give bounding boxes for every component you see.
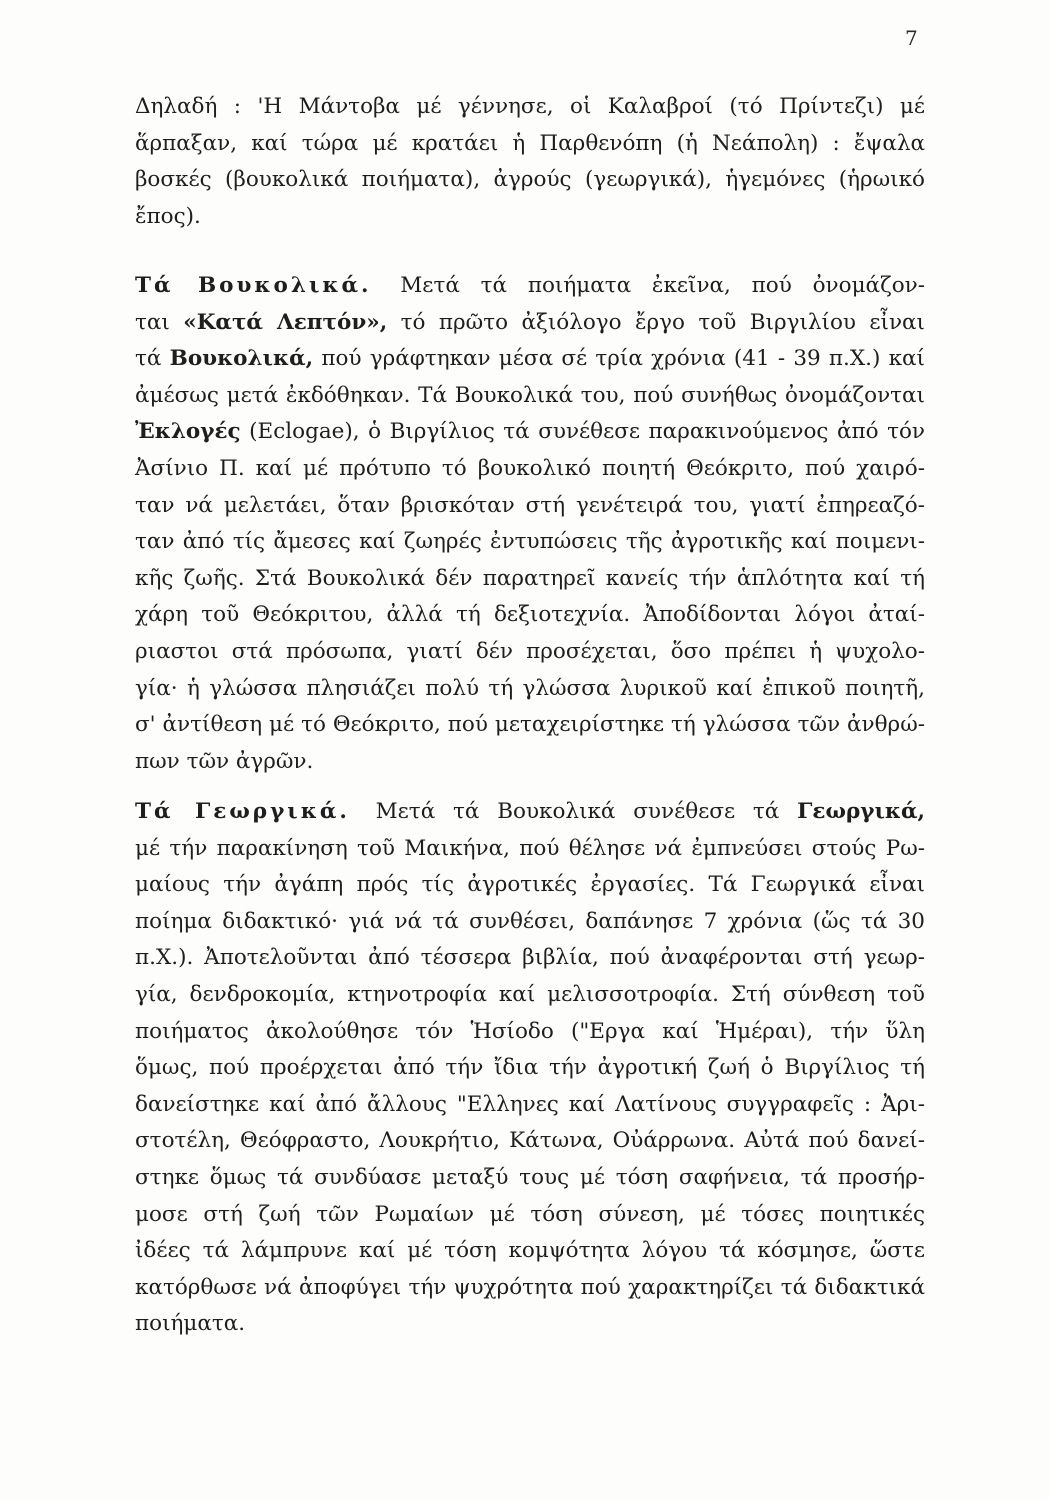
bold-term: Γεωργικά, [797, 799, 925, 824]
text-line: ποίημα διδακτικό· γιά νά τά συνθέσει, δαπάνησε 7 χρόνια (ὥς τά 30 [135, 908, 925, 934]
text-line: ριαστοι στά πρόσωπα, γιατί δέν προσέχεται, ὅσο πρέπει ἡ ψυχολο- [135, 638, 925, 664]
text-line: βοσκές (βουκολικά ποιήματα), ἀγρούς (γεωργικά), ἡγεμόνες (ἡρωικό [135, 167, 925, 193]
text-line: ἰδέες τά λάμπρυνε καί μέ τόση κομψότητα λόγου τά κόσμησε, ὥστε [135, 1238, 925, 1264]
text-line: ὅμως, πού προέρχεται ἀπό τήν ἴδια τήν ἀγροτική ζωή ὁ Βιργίλιος τή [135, 1055, 925, 1081]
bold-term: «Κατά Λεπτόν», [183, 309, 388, 335]
text-line: μέ τήν παρακίνηση τοῦ Μαικήνα, πού θέλησε νά ἐμπνεύσει στούς Ρω- [135, 835, 925, 861]
text-line: μοσε στή ζωή τῶν Ρωμαίων μέ τόση σύνεση, μέ τόσες ποιητικές [135, 1201, 925, 1227]
bold-term: Βουκολικά, [169, 346, 314, 372]
text-fragment: (Eclogae), ὁ Βιργίλιος τά συνέθεσε παρακινούμενος ἀπό τόν [249, 419, 925, 445]
text-line: γία, δενδροκομία, κτηνοτροφία καί μελισσοτροφία. Στή σύνθεση τοῦ [135, 981, 925, 1007]
text-fragment: Μετά τά ποιήματα ἐκεῖνα, πού ὀνομάζον- [400, 273, 925, 298]
text-fragment: τά [135, 346, 162, 372]
text-line [135, 341, 925, 378]
text-line: ποιήματος ἀκολούθησε τόν Ἡσίοδο ("Εργα καί Ἡμέραι), τήν ὕλη [135, 1018, 925, 1044]
text-line: ἔπος). [135, 203, 201, 229]
bold-term: Ἐκλογές [135, 419, 241, 445]
text-line: στηκε ὅμως τά συνδύασε μεταξύ τους μέ τόση σαφήνεια, τά προσήρ- [135, 1164, 925, 1190]
text-fragment: τό πρῶτο ἀξιόλογο ἔργο τοῦ Βιργιλίου εἶναι [400, 309, 925, 335]
page-number: 7 [905, 26, 918, 50]
text-line: χάρη τοῦ Θεόκριτου, ἀλλά τή δεξιοτεχνία. Ἀποδίδονται λόγοι ἀταί- [135, 602, 925, 628]
text-line: δανείστηκε καί ἀπό ἄλλους "Ελληνες καί Λατίνους συγγραφεῖς : Ἀρι- [135, 1091, 925, 1117]
text-line: Ἀσίνιο Π. καί μέ πρότυπο τό βουκολικό ποιητή Θεόκριτο, πού χαιρό- [135, 455, 925, 481]
text-line: ποιήματα. [135, 1311, 246, 1337]
text-line: ταν ἀπό τίς ἄμεσες καί ζωηρές ἐντυπώσεις τῆς ἀγροτικῆς καί ποιμενι- [135, 529, 925, 555]
paragraph-georgics [135, 794, 925, 1343]
text-line: σ' ἀντίθεση μέ τό Θεόκριτο, πού μεταχειρίστηκε τή γλώσσα τῶν ἀνθρώ- [135, 712, 925, 738]
text-line: κῆς ζωῆς. Στά Βουκολικά δέν παρατηρεῖ κανείς τήν ἁπλότητα καί τή [135, 565, 925, 591]
text-line: γία· ἡ γλώσσα πλησιάζει πολύ τή γλώσσα λυρικοῦ καί ἐπικοῦ ποιητῆ, [135, 675, 925, 701]
text-line: ἅρπαξαν, καί τώρα μέ κρατάει ἡ Παρθενόπη (ἡ Νεάπολη) : ἔψαλα [135, 130, 925, 156]
text-line: πων τῶν ἀγρῶν. [135, 748, 314, 774]
text-line [135, 305, 925, 342]
text-line: στοτέλη, Θεόφραστο, Λουκρήτιο, Κάτωνα, Οὐάρρωνα. Αὐτά πού δανεί- [135, 1128, 925, 1154]
section-heading-georgics: Τά Γεωργικά. [135, 799, 350, 824]
paragraph-bucolics [135, 268, 925, 780]
text-line: ταν νά μελετάει, ὅταν βρισκόταν στή γενέτειρά του, γιατί ἐπηρεαζό- [135, 492, 925, 518]
text-fragment: ται [135, 309, 170, 335]
paragraph-translation [135, 89, 925, 235]
text-line: Δηλαδή : 'Η Μάντοβα μέ γέννησε, οἱ Καλαβροί (τό Πρίντεζι) μέ [135, 94, 925, 119]
text-line: ἀμέσως μετά ἐκδόθηκαν. Τά Βουκολικά του, πού συνήθως ὀνομάζονται [135, 382, 925, 408]
text-line: κατόρθωσε νά ἀποφύγει τήν ψυχρότητα πού χαρακτηρίζει τά διδακτικά [135, 1274, 925, 1300]
section-heading-bucolics: Τά Βουκολικά. [135, 273, 372, 298]
text-line [135, 268, 925, 305]
text-fragment: πού γράφτηκαν μέσα σέ τρία χρόνια (41 - 39 π.Χ.) καί [321, 346, 925, 372]
text-line: μαίους τήν ἀγάπη πρός τίς ἀγροτικές ἐργασίες. Τά Γεωργικά εἶναι [135, 872, 925, 898]
text-line [135, 414, 925, 451]
text-line [135, 794, 925, 831]
text-line: π.Χ.). Ἀποτελοῦνται ἀπό τέσσερα βιβλία, πού ἀναφέρονται στή γεωρ- [135, 945, 925, 971]
text-fragment: Μετά τά Βουκολικά συνέθεσε τά [375, 799, 780, 824]
